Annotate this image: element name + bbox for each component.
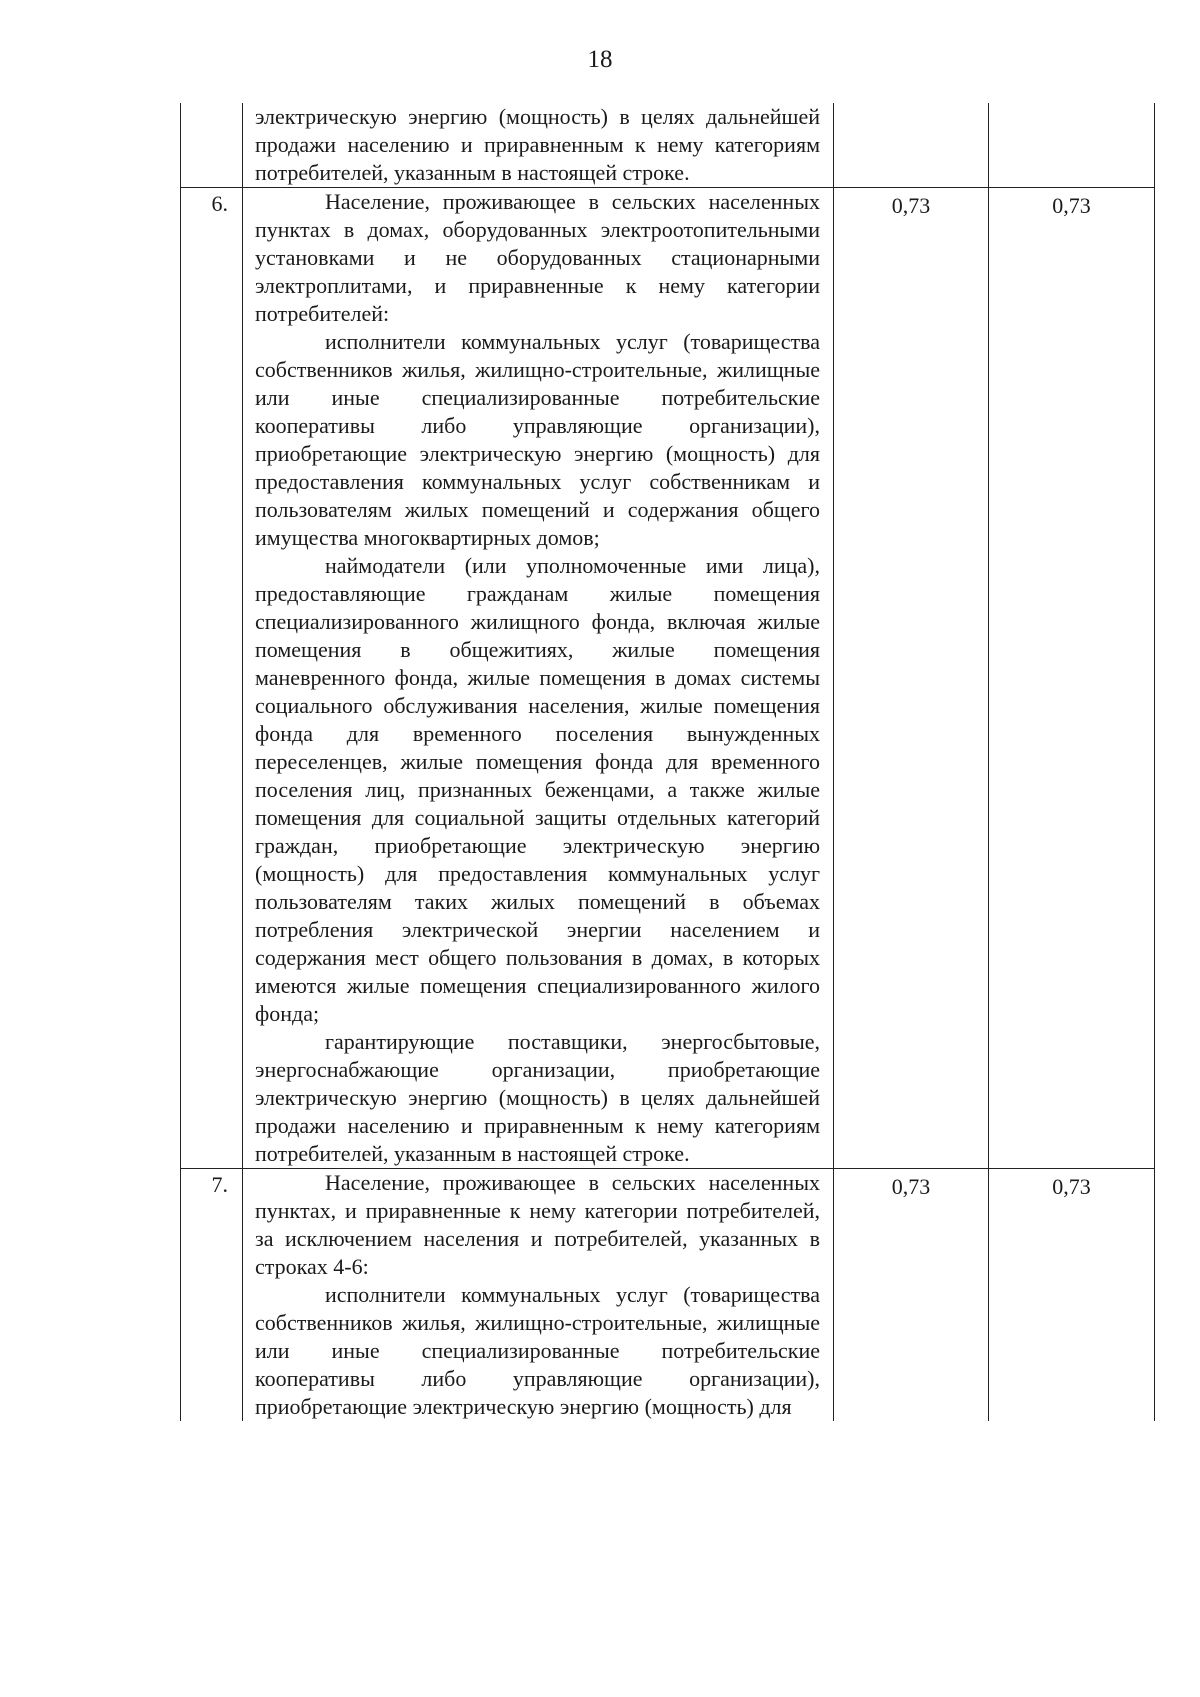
row-value-2: 0,73 — [989, 1169, 1155, 1422]
row-paragraph: исполнители коммунальных услуг (товарищества собственников жилья, жилищно-строительные, жилищные или иные специализированные потребительские кооперативы либо управляющие организации), приобретающие электрическую энергию (мощность) для предоставления коммунальных услуг собственникам и пользователям жилых помещений и содержания общего имущества многоквартирных домов; — [255, 329, 820, 550]
row-description — [243, 188, 834, 1169]
table-row — [181, 1169, 1155, 1422]
row-number: 6. — [181, 188, 243, 1169]
table-row — [181, 103, 1155, 188]
row-number: 7. — [181, 1169, 243, 1422]
row-value-2: 0,73 — [989, 188, 1155, 1169]
tariff-table — [180, 103, 1155, 1421]
row-paragraph: гарантирующие поставщики, энергосбытовые, энергоснабжающие организации, приобретающие электрическую энергию (мощность) в целях дальнейшей продажи населению и приравненным к нему категориям потребителей, указанным в настоящей строке. — [255, 1029, 820, 1166]
row-paragraph: исполнители коммунальных услуг (товарищества собственников жилья, жилищно-строительные, жилищные или иные специализированные потребительские кооперативы либо управляющие организации), приобретающие электрическую энергию (мощность) для — [255, 1282, 820, 1419]
table-row — [181, 188, 1155, 1169]
row-paragraph: электрическую энергию (мощность) в целях дальнейшей продажи населению и приравненным к нему категориям потребителей, указанным в настоящей строке. — [255, 104, 820, 185]
row-paragraph: Население, проживающее в сельских населенных пунктах, и приравненные к нему категории потребителей, за исключением населения и потребителей, указанных в строках 4-6: — [255, 1170, 820, 1279]
row-description — [243, 103, 834, 188]
row-value-1: 0,73 — [834, 1169, 989, 1422]
page-number: 18 — [587, 46, 613, 73]
row-value-1 — [834, 103, 989, 188]
row-description — [243, 1169, 834, 1422]
row-paragraph: наймодатели (или уполномоченные ими лица), предоставляющие гражданам жилые помещения специализированного жилищного фонда, включая жилые помещения в общежитиях, жилые помещения маневренного фонда, жилые помещения в домах системы социального обслуживания населения, жилые помещения фонда для временного поселения вынужденных переселенцев, жилые помещения фонда для временного поселения лиц, признанных беженцами, а также жилые помещения для социальной защиты отдельных категорий граждан, приобретающие электрическую энергию (мощность) для предоставления коммунальных услуг пользователям таких жилых помещений в объемах потребления электрической энергии населением и содержания мест общего пользования в домах, в которых имеются жилые помещения специализированного жилого фонда; — [255, 553, 820, 1026]
row-number — [181, 103, 243, 188]
row-paragraph: Население, проживающее в сельских населенных пунктах в домах, оборудованных электроотопительными установками и не оборудованных стационарными электроплитами, и приравненные к нему категории потребителей: — [255, 189, 820, 326]
row-value-2 — [989, 103, 1155, 188]
row-value-1: 0,73 — [834, 188, 989, 1169]
